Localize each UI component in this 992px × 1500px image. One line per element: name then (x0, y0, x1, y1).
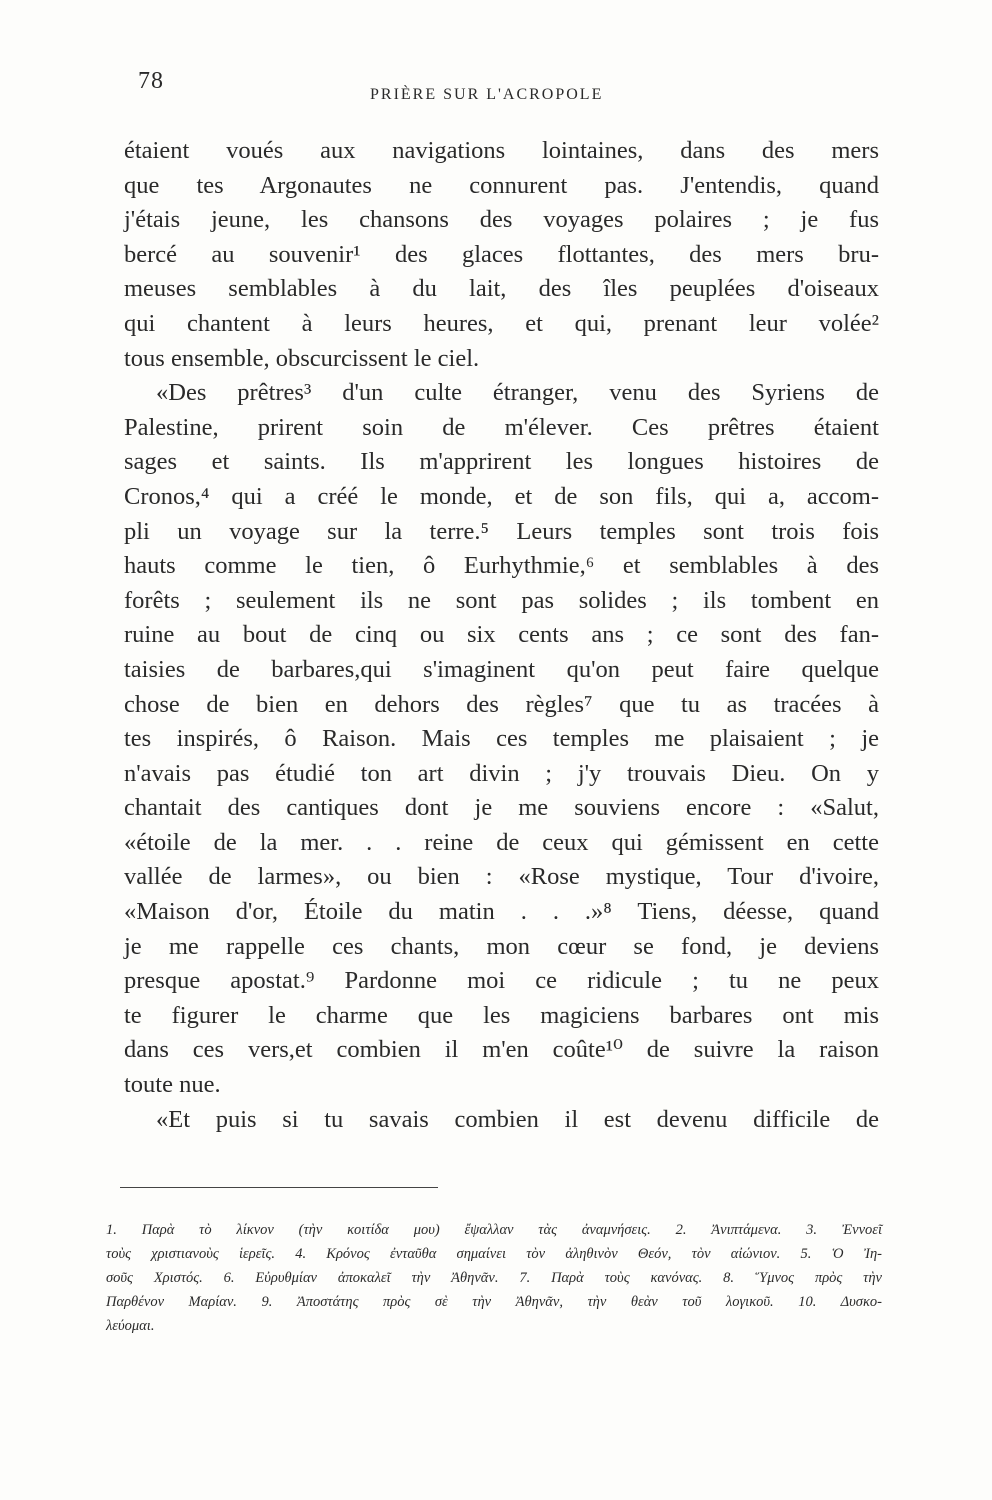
text-line: te figurer le charme que les magiciens barbares ont mis (124, 1001, 879, 1029)
text-line: chantait des cantiques dont je me souviens encore : «Salut, (124, 794, 879, 822)
text-line: «Des prêtres³ d'un culte étranger, venu des Syriens de (156, 379, 879, 407)
text-line: «Maison d'or, Étoile du matin . . .»⁸ Tiens, déesse, quand (124, 898, 879, 926)
running-title: PRIÈRE SUR L'ACROPOLE (370, 86, 604, 103)
text-line: étaient voués aux navigations lointaines, dans des mers (124, 137, 879, 164)
text-line: bercé au souvenir¹ des glaces flottantes, des mers bru- (124, 240, 879, 268)
page-number: 78 (138, 68, 164, 94)
text-line: pli un voyage sur la terre.⁵ Leurs temples sont trois fois (124, 517, 879, 545)
footnotes (106, 1218, 882, 1338)
text-line: «étoile de la mer. . . reine de ceux qui gémissent en cette (124, 828, 879, 856)
body-text (124, 134, 879, 1137)
text-line: n'avais pas étudié ton art divin ; j'y trouvais Dieu. On y (124, 759, 879, 787)
text-line: sages et saints. Ils m'apprirent les longues histoires de (124, 448, 879, 476)
text-line: Palestine, prirent soin de m'élever. Ces prêtres étaient (124, 413, 879, 441)
text-line: toute nue. (124, 1071, 221, 1099)
text-line: j'étais jeune, les chansons des voyages polaires ; je fus (124, 206, 879, 234)
text-line: hauts comme le tien, ô Eurhythmie,⁶ et semblables à des (124, 552, 879, 580)
text-line: ruine au bout de cinq ou six cents ans ; ce sont des fan- (124, 621, 879, 649)
footnote-line: τοὺς χριστιανοὺς ἱερεῖς. 4. Κρόνος ἐνταῦθα σημαίνει τὸν ἀληθινὸν Θεόν, τὸν αἰώνιον. 5. Ὁ Ἰη- (106, 1246, 882, 1262)
text-line: tes inspirés, ô Raison. Mais ces temples me plaisaient ; je (124, 725, 879, 753)
text-line: «Et puis si tu savais combien il est devenu difficile de (156, 1105, 879, 1133)
text-line: tous ensemble, obscurcissent le ciel. (124, 344, 480, 372)
text-line: vallée de larmes», ou bien : «Rose mystique, Tour d'ivoire, (124, 863, 879, 891)
footnote-rule (120, 1187, 438, 1188)
text-line: dans ces vers,et combien il m'en coûte¹⁰ de suivre la raison (124, 1036, 879, 1064)
text-line: je me rappelle ces chants, mon cœur se fond, je deviens (124, 932, 879, 960)
text-line: Cronos,⁴ qui a créé le monde, et de son fils, qui a, accom- (124, 482, 879, 510)
text-line: qui chantent à leurs heures, et qui, prenant leur volée² (124, 309, 879, 337)
footnote-line: Παρθένον Μαρίαν. 9. Ἀποστάτης πρὸς σὲ τὴν Ἀθηνᾶν, τὴν θεὰν τοῦ λογικοῦ. 10. Δυσκο- (106, 1294, 882, 1310)
text-line: que tes Argonautes ne connurent pas. J'entendis, quand (124, 171, 879, 199)
text-line: chose de bien en dehors des règles⁷ que tu as tracées à (124, 690, 879, 718)
text-line: meuses semblables à du lait, des îles peuplées d'oiseaux (124, 275, 879, 303)
footnote-line: λεύομαι. (106, 1318, 155, 1334)
text-line: taisies de barbares,qui s'imaginent qu'on peut faire quelque (124, 655, 879, 683)
text-line: forêts ; seulement ils ne sont pas solides ; ils tombent en (124, 586, 879, 614)
text-line: presque apostat.⁹ Pardonne moi ce ridicule ; tu ne peux (124, 967, 879, 995)
footnote-line: σοῦς Χριστός. 6. Εὐρυθμίαν ἀποκαλεῖ τὴν Ἀθηνᾶν. 7. Παρὰ τοὺς κανόνας. 8. Ὕμνος πρὸς τὴν (106, 1270, 882, 1286)
footnote-line: 1. Παρὰ τὸ λίκνον (τὴν κοιτίδα μου) ἔψαλλαν τὰς ἀναμνήσεις. 2. Ἀνιπτάμενα. 3. Ἐννοεῖ (106, 1222, 882, 1238)
